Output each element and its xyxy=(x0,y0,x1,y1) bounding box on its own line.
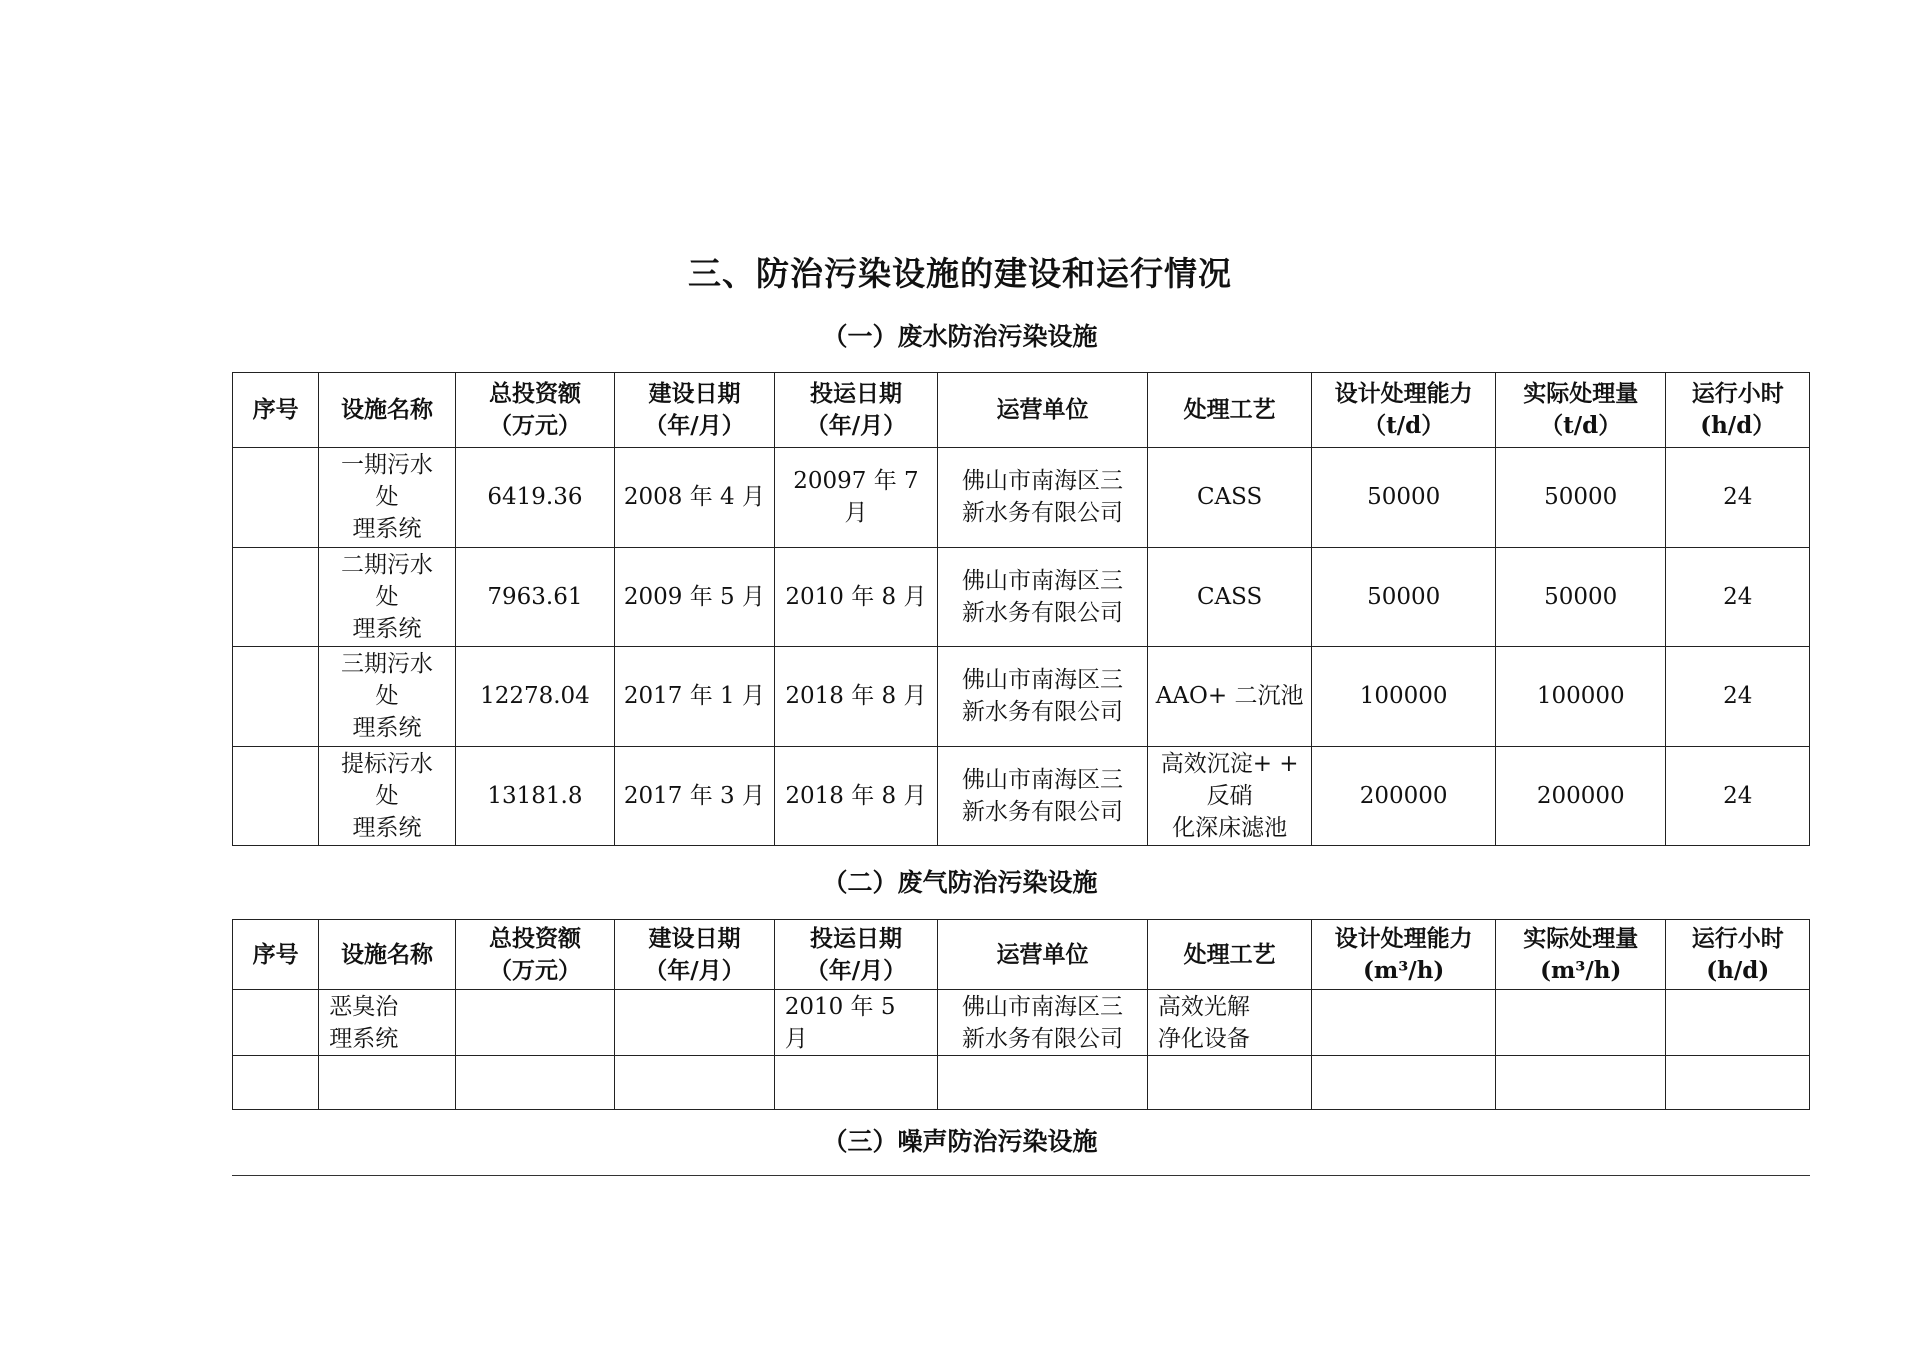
cell-text-line: 新水务有限公司 xyxy=(962,1025,1124,1052)
column-header-label: 处理工艺 xyxy=(1183,396,1276,423)
wastewater-section-title: （一）废水防治污染设施 xyxy=(822,322,1098,351)
process-cell xyxy=(1147,647,1312,747)
cell-text-line: 处 xyxy=(375,782,399,809)
column-header-design-capacity xyxy=(1312,920,1496,990)
run-hours-cell: 24 xyxy=(1666,547,1810,647)
column-header-unit: (m³/h) xyxy=(1540,956,1622,984)
seq-cell xyxy=(233,746,319,846)
cell-text-line: 新水务有限公司 xyxy=(962,500,1124,527)
column-header-label: 实际处理量 xyxy=(1523,924,1639,952)
facility-name-cell xyxy=(319,448,455,548)
operator-cell xyxy=(938,647,1148,747)
column-header-unit: （年/月） xyxy=(644,956,745,984)
cell-text-line: 佛山市南海区三 xyxy=(962,567,1124,594)
column-header-unit: （年/月） xyxy=(805,412,907,439)
run-hours-cell: 24 xyxy=(1666,746,1810,846)
column-header-operator xyxy=(938,920,1148,990)
operator-cell xyxy=(938,1056,1148,1110)
actual-volume-cell: 200000 xyxy=(1495,746,1666,846)
column-header-label: 处理工艺 xyxy=(1183,940,1276,968)
cell-text-line: 理系统 xyxy=(352,516,422,543)
run-hours-cell xyxy=(1666,990,1810,1056)
actual-volume-cell: 50000 xyxy=(1495,448,1666,548)
cell-text-line: 恶臭治 xyxy=(329,993,399,1020)
column-header-label: 运行小时 xyxy=(1691,924,1784,952)
build-date-cell: 2017 年 1 月 xyxy=(615,647,775,747)
column-header-investment xyxy=(455,373,615,448)
column-header-label: 投运日期 xyxy=(809,380,902,407)
column-header-label: 设施名称 xyxy=(340,396,433,423)
table-row xyxy=(233,990,1810,1056)
build-date-cell: 2008 年 4 月 xyxy=(615,448,775,548)
cell-text-line: 高效光解 xyxy=(1157,993,1250,1020)
run-hours-cell: 24 xyxy=(1666,647,1810,747)
column-header-actual-volume xyxy=(1495,920,1666,990)
table-body xyxy=(233,448,1810,846)
cell-text-line: 2018 年 8 月 xyxy=(785,683,927,710)
cell-text-line: 月 xyxy=(844,500,868,527)
column-header-label: 投运日期 xyxy=(809,924,902,952)
column-header-seq xyxy=(233,373,319,448)
cell-text-line: 佛山市南海区三 xyxy=(962,766,1124,793)
cell-text-line: 净化设备 xyxy=(1157,1025,1250,1052)
investment-cell: 13181.8 xyxy=(455,746,615,846)
build-date-cell xyxy=(615,1056,775,1110)
column-header-label: 总投资额 xyxy=(488,924,581,952)
design-capacity-cell: 200000 xyxy=(1312,746,1496,846)
facility-name-cell xyxy=(319,746,455,846)
cell-text-line: 佛山市南海区三 xyxy=(962,993,1124,1020)
cell-text-line: AAO+ 二沉池 xyxy=(1155,683,1304,710)
cell-text-line: 2010 年 8 月 xyxy=(785,583,927,610)
seq-cell xyxy=(233,1056,319,1110)
column-header-start-date xyxy=(774,920,938,990)
cell-text-line: 佛山市南海区三 xyxy=(962,667,1124,694)
column-header-label: 序号 xyxy=(252,940,299,968)
cell-text-line: 理系统 xyxy=(352,814,422,841)
exhaust-section-title: （二）废气防治污染设施 xyxy=(822,868,1098,897)
actual-volume-cell: 100000 xyxy=(1495,647,1666,747)
start-date-cell xyxy=(774,647,938,747)
build-date-cell xyxy=(615,990,775,1056)
column-header-label: 建设日期 xyxy=(648,380,741,407)
table-row xyxy=(233,1056,1810,1110)
process-cell xyxy=(1147,1056,1312,1110)
cell-text-line: 理系统 xyxy=(329,1025,399,1052)
column-header-operator xyxy=(938,373,1148,448)
build-date-cell: 2009 年 5 月 xyxy=(615,547,775,647)
operator-cell xyxy=(938,448,1148,548)
cell-text-line: 新水务有限公司 xyxy=(962,699,1124,726)
cell-text-line: 处 xyxy=(375,683,399,710)
cell-text-line: 新水务有限公司 xyxy=(962,599,1124,626)
start-date-cell xyxy=(774,547,938,647)
design-capacity-cell: 100000 xyxy=(1312,647,1496,747)
table-body xyxy=(233,990,1810,1110)
page-title: 三、防治污染设施的建设和运行情况 xyxy=(688,254,1232,293)
column-header-label: 设施名称 xyxy=(340,940,433,968)
column-header-unit: （万元） xyxy=(488,956,581,984)
cell-text-line: 佛山市南海区三 xyxy=(962,468,1124,495)
start-date-cell xyxy=(774,990,938,1056)
column-header-unit: （t/d） xyxy=(1363,412,1445,439)
operator-cell xyxy=(938,990,1148,1056)
operator-cell xyxy=(938,547,1148,647)
section-divider xyxy=(232,1175,1810,1176)
cell-text-line: 2010 年 5 xyxy=(784,993,896,1020)
seq-cell xyxy=(233,547,319,647)
column-header-unit: （年/月） xyxy=(644,412,745,439)
noise-section-title: （三）噪声防治污染设施 xyxy=(822,1127,1098,1156)
run-hours-cell xyxy=(1666,1056,1810,1110)
column-header-unit: （万元） xyxy=(488,412,581,439)
start-date-cell xyxy=(774,448,938,548)
cell-text-line: 高效沉淀+ + xyxy=(1160,750,1299,777)
cell-text-line: 一期污水 xyxy=(340,452,433,479)
run-hours-cell: 24 xyxy=(1666,448,1810,548)
column-header-unit: （年/月） xyxy=(805,956,907,984)
column-header-unit: (h/d) xyxy=(1706,956,1770,984)
process-cell xyxy=(1147,746,1312,846)
column-header-design-capacity xyxy=(1312,373,1496,448)
column-header-label: 设计处理能力 xyxy=(1334,924,1473,952)
cell-text-line: 处 xyxy=(375,484,399,511)
cell-text-line: 理系统 xyxy=(352,715,422,742)
column-header-unit: (m³/h) xyxy=(1363,956,1445,984)
column-header-label: 运营单位 xyxy=(996,940,1089,968)
investment-cell: 6419.36 xyxy=(455,448,615,548)
investment-cell xyxy=(455,1056,615,1110)
operator-cell xyxy=(938,746,1148,846)
design-capacity-cell: 50000 xyxy=(1312,448,1496,548)
table-row xyxy=(233,647,1810,747)
design-capacity-cell xyxy=(1312,990,1496,1056)
cell-text-line: CASS xyxy=(1196,484,1263,511)
actual-volume-cell: 50000 xyxy=(1495,547,1666,647)
column-header-label: 建设日期 xyxy=(648,924,741,952)
column-header-build-date xyxy=(615,920,775,990)
investment-cell: 7963.61 xyxy=(455,547,615,647)
cell-text-line: 三期污水 xyxy=(340,651,433,678)
column-header-unit: （t/d） xyxy=(1540,412,1622,439)
cell-text-line: 化深床滤池 xyxy=(1172,814,1288,841)
column-header-process xyxy=(1147,373,1312,448)
build-date-cell: 2017 年 3 月 xyxy=(615,746,775,846)
column-header-label: 运行小时 xyxy=(1691,380,1784,407)
column-header-label: 设计处理能力 xyxy=(1334,380,1473,407)
column-header-label: 运营单位 xyxy=(996,396,1089,423)
column-header-start-date xyxy=(774,373,938,448)
table-row xyxy=(233,547,1810,647)
seq-cell xyxy=(233,647,319,747)
column-header-run-hours xyxy=(1666,920,1810,990)
process-cell xyxy=(1147,990,1312,1056)
cell-text-line: 20097 年 7 xyxy=(793,468,919,495)
cell-text-line: 反硝 xyxy=(1206,782,1253,809)
actual-volume-cell xyxy=(1495,1056,1666,1110)
cell-text-line: 二期污水 xyxy=(340,551,433,578)
column-header-facility-name xyxy=(319,920,455,990)
design-capacity-cell xyxy=(1312,1056,1496,1110)
column-header-facility-name xyxy=(319,373,455,448)
column-header-actual-volume xyxy=(1495,373,1666,448)
column-header-build-date xyxy=(615,373,775,448)
column-header-seq xyxy=(233,920,319,990)
cell-text-line: 处 xyxy=(375,583,399,610)
design-capacity-cell: 50000 xyxy=(1312,547,1496,647)
process-cell xyxy=(1147,547,1312,647)
cell-text-line: CASS xyxy=(1196,583,1263,610)
table-header-row xyxy=(233,920,1810,990)
process-cell xyxy=(1147,448,1312,548)
start-date-cell xyxy=(774,1056,938,1110)
facility-name-cell xyxy=(319,990,455,1056)
seq-cell xyxy=(233,990,319,1056)
start-date-cell xyxy=(774,746,938,846)
exhaust-facility-table xyxy=(232,919,1810,1110)
column-header-run-hours xyxy=(1666,373,1810,448)
actual-volume-cell xyxy=(1495,990,1666,1056)
table-header-row xyxy=(233,373,1810,448)
seq-cell xyxy=(233,448,319,548)
column-header-label: 序号 xyxy=(252,396,299,423)
investment-cell xyxy=(455,990,615,1056)
facility-name-cell xyxy=(319,1056,455,1110)
cell-text-line: 新水务有限公司 xyxy=(962,798,1124,825)
investment-cell: 12278.04 xyxy=(455,647,615,747)
column-header-label: 实际处理量 xyxy=(1523,380,1639,407)
table-row xyxy=(233,746,1810,846)
wastewater-facility-table xyxy=(232,372,1810,846)
cell-text-line: 月 xyxy=(784,1025,808,1052)
facility-name-cell xyxy=(319,647,455,747)
table-row xyxy=(233,448,1810,548)
cell-text-line: 提标污水 xyxy=(340,750,433,777)
column-header-unit: (h/d） xyxy=(1700,412,1776,439)
facility-name-cell xyxy=(319,547,455,647)
cell-text-line: 2018 年 8 月 xyxy=(785,782,927,809)
column-header-process xyxy=(1147,920,1312,990)
cell-text-line: 理系统 xyxy=(352,615,422,642)
column-header-label: 总投资额 xyxy=(488,380,581,407)
column-header-investment xyxy=(455,920,615,990)
